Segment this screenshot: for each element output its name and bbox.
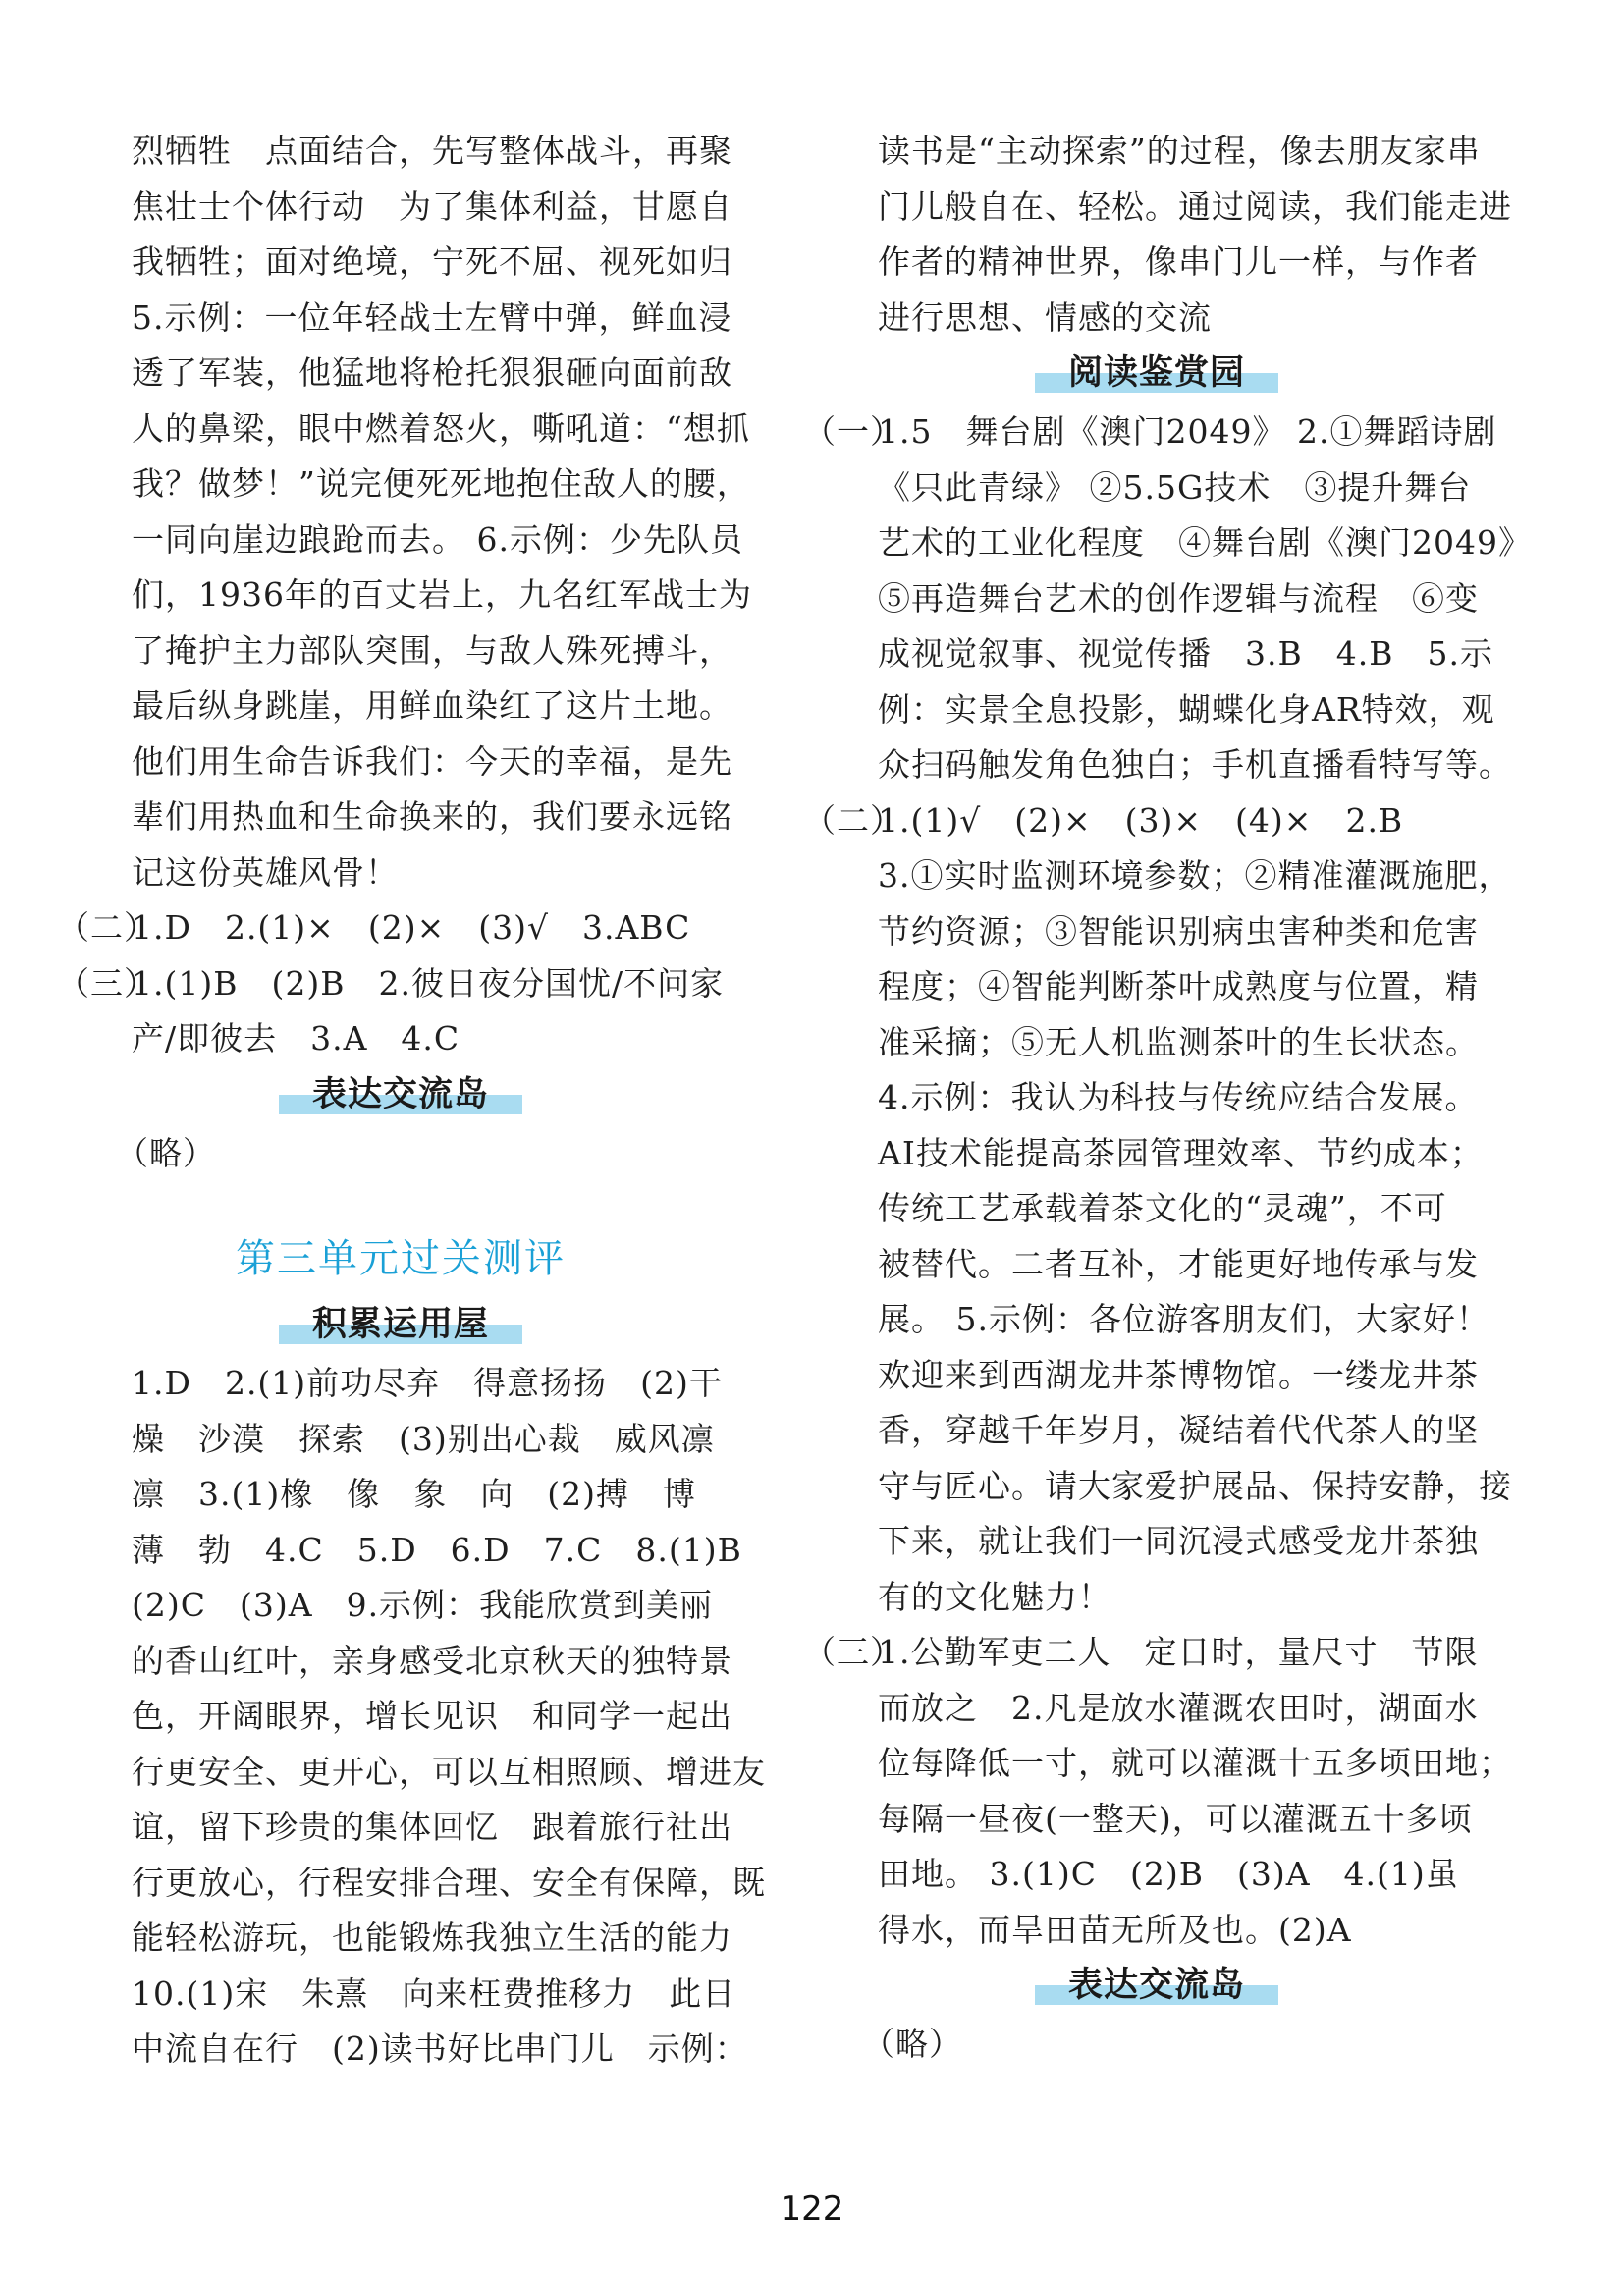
answer-line: 下来，就让我们一同沉浸式感受龙井茶独 <box>878 1522 1479 1560</box>
section-3-answers <box>803 1625 1510 1681</box>
answer-text: 1.(1)B (2)B 2.彼日夜分国忧/不问家 <box>132 963 725 1002</box>
answer-line: 的香山红叶，亲身感受北京秋天的独特景 <box>132 1641 732 1680</box>
answer-line: 《只此青绿》 ②5.5G技术 ③提升舞台 <box>878 467 1472 507</box>
answer-line: 我牺牲；面对绝境，宁死不屈、视死如归 <box>132 243 732 281</box>
answer-line: 读书是“主动探索”的过程，像去朋友家串 <box>878 132 1481 170</box>
right-answer-block-a <box>803 124 1510 346</box>
answer-line: 而放之 2.凡是放水灌溉农田时，湖面水 <box>878 1688 1479 1727</box>
answer-line: 了掩护主力部队突围，与敌人殊死搏斗， <box>132 630 732 670</box>
answer-line: 准采摘；⑤无人机监测茶叶的生长状态。 <box>878 1022 1479 1061</box>
section-heading-reading: 阅读鉴赏园 <box>1035 346 1278 401</box>
section-heading-accumulate: 积累运用屋 <box>279 1297 522 1352</box>
section-1-answers <box>803 405 1510 460</box>
answer-line: 薄 勃 4.C 5.D 6.D 7.C 8.(1)B <box>132 1530 742 1569</box>
answer-line: 凛 3.(1)橡 像 象 向 (2)搏 博 <box>132 1475 696 1513</box>
left-answer-block-a <box>57 124 752 900</box>
answer-line: 门儿般自在、轻松。通过阅读，我们能走进 <box>878 187 1512 226</box>
accumulate-heading-row <box>57 1297 744 1356</box>
answer-line: 谊，留下珍贵的集体回忆 跟着旅行社出 <box>132 1808 732 1846</box>
answer-line: 守与匠心。请大家爱护展品、保持安静，接 <box>878 1466 1512 1505</box>
answer-text: 1.公勤军吏二人 定日时，量尺寸 节限 <box>878 1633 1479 1671</box>
answer-line: 透了军装，他猛地将枪托狠狠砸向面前敌 <box>132 353 732 392</box>
section-label: （三） <box>57 963 157 1002</box>
answer-line: 我？做梦！”说完便死死地抱住敌人的腰， <box>132 464 750 503</box>
answer-line: 展。 5.示例：各位游客朋友们，大家好！ <box>878 1300 1489 1338</box>
section-heading-express: 表达交流岛 <box>279 1067 522 1122</box>
answer-line: 有的文化魅力！ <box>878 1577 1111 1616</box>
answer-line: 最后纵身跳崖，用鲜血染红了这片土地。 <box>132 686 732 725</box>
answer-line: 行更安全、更开心，可以互相照顾、增进友 <box>132 1752 766 1791</box>
section-2-answers <box>803 793 1510 849</box>
express-heading-row <box>803 1958 1510 2017</box>
answer-line: 能轻松游玩，也能锻炼我独立生活的能力 <box>132 1919 732 1957</box>
answer-line: 作者的精神世界，像串门儿一样，与作者 <box>878 243 1479 281</box>
answer-line: 位每降低一寸，就可以灌溉十五多顷田地； <box>878 1744 1512 1782</box>
answer-text: 1.5 舞台剧《澳门2049》 2.①舞蹈诗剧 <box>878 412 1497 451</box>
right-column <box>803 124 1532 2073</box>
answer-line: 中流自在行 (2)读书好比串门儿 示例： <box>132 2029 748 2068</box>
answer-line: 传统工艺承载着茶文化的“灵魂”，不可 <box>878 1189 1447 1227</box>
page-number: 122 <box>780 2190 844 2229</box>
section-2-answers <box>57 900 744 956</box>
section-label: （三） <box>803 1633 903 1671</box>
answer-line: 3.①实时监测环境参数；②精准灌溉施肥， <box>878 856 1512 894</box>
answer-line: 进行思想、情感的交流 <box>878 298 1212 337</box>
answer-line: 一同向崖边踉跄而去。 6.示例：少先队员 <box>132 519 743 559</box>
answer-line: 得水，而旱田苗无所及也。(2)A <box>878 1910 1352 1949</box>
answer-line: 欢迎来到西湖龙井茶博物馆。一缕龙井茶 <box>878 1355 1479 1394</box>
answer-line: 香，穿越千年岁月，凝结着代代茶人的坚 <box>878 1411 1479 1449</box>
express-omitted: （略） <box>862 2025 962 2063</box>
answer-line: 程度；④智能判断茶叶成熟度与位置，精 <box>878 967 1479 1005</box>
section-3-answers <box>57 956 744 1012</box>
answer-line: AI技术能提高茶园管理效率、节约成本； <box>878 1133 1484 1172</box>
answer-line: 5.示例：一位年轻战士左臂中弹，鲜血浸 <box>132 298 732 337</box>
answer-line: 艺术的工业化程度 ④舞台剧《澳门2049》 <box>878 523 1532 562</box>
answer-line: 人的鼻梁，眼中燃着怒火，嘶吼道：“想抓 <box>132 408 750 448</box>
answer-line: 焦壮士个体行动 为了集体利益，甘愿自 <box>132 187 732 226</box>
unit-title: 第三单元过关测评 <box>236 1236 566 1281</box>
answer-line: 节约资源；③智能识别病虫害种类和危害 <box>878 911 1479 950</box>
answer-line: (2)C (3)A 9.示例：我能欣赏到美丽 <box>132 1586 714 1624</box>
answer-line: 行更放心，行程安排合理、安全有保障，既 <box>132 1863 766 1902</box>
answer-line: 例：实景全息投影，蝴蝶化身AR特效，观 <box>878 689 1495 729</box>
answer-line: 色，开阔眼界，增长见识 和同学一起出 <box>132 1697 732 1735</box>
section-label: （一） <box>803 412 903 451</box>
section-label: （二） <box>803 800 903 839</box>
answer-line: 辈们用热血和生命换来的，我们要永远铭 <box>132 797 732 836</box>
answer-line: 被替代。二者互补，才能更好地传承与发 <box>878 1244 1479 1283</box>
answer-text: 1.(1)√ (2)× (3)× (4)× 2.B <box>878 800 1404 839</box>
answer-text: 1.D 2.(1)× (2)× (3)√ 3.ABC <box>132 908 691 947</box>
answer-line: 众扫码触发角色独白；手机直播看特写等。 <box>878 745 1512 784</box>
answer-line: 记这份英雄风骨！ <box>132 852 399 892</box>
answer-line: 烈牺牲 点面结合，先写整体战斗，再聚 <box>132 132 732 170</box>
answer-line: 田地。 3.(1)C (2)B (3)A 4.(1)虽 <box>878 1855 1459 1893</box>
answer-line: 他们用生命告诉我们：今天的幸福，是先 <box>132 741 732 781</box>
answer-line: 成视觉叙事、视觉传播 3.B 4.B 5.示 <box>878 634 1493 673</box>
answer-line: 4.示例：我认为科技与传统应结合发展。 <box>878 1078 1479 1116</box>
section-heading-express: 表达交流岛 <box>1035 1958 1278 2013</box>
left-answer-block-b <box>57 1356 766 2078</box>
answer-line: 燥 沙漠 探索 (3)别出心裁 威风凛 <box>132 1419 715 1458</box>
reading-heading-row <box>803 346 1510 405</box>
left-column <box>57 124 766 2078</box>
answer-line: 们，1936年的百丈岩上，九名红军战士为 <box>132 575 752 614</box>
section-label: （二） <box>57 908 157 947</box>
express-heading-row <box>57 1067 744 1126</box>
answer-line: ⑤再造舞台艺术的创作逻辑与流程 ⑥变 <box>878 578 1479 618</box>
spacer <box>57 1181 744 1220</box>
answer-line: 产/即彼去 3.A 4.C <box>132 1019 460 1057</box>
answer-line: 1.D 2.(1)前功尽弃 得意扬扬 (2)干 <box>132 1364 723 1402</box>
express-omitted: （略） <box>116 1133 216 1172</box>
answer-line: 10.(1)宋 朱熹 向来枉费推移力 此日 <box>132 1974 736 2013</box>
answer-line: 每隔一昼夜(一整天)，可以灌溉五十多顷 <box>878 1799 1473 1838</box>
